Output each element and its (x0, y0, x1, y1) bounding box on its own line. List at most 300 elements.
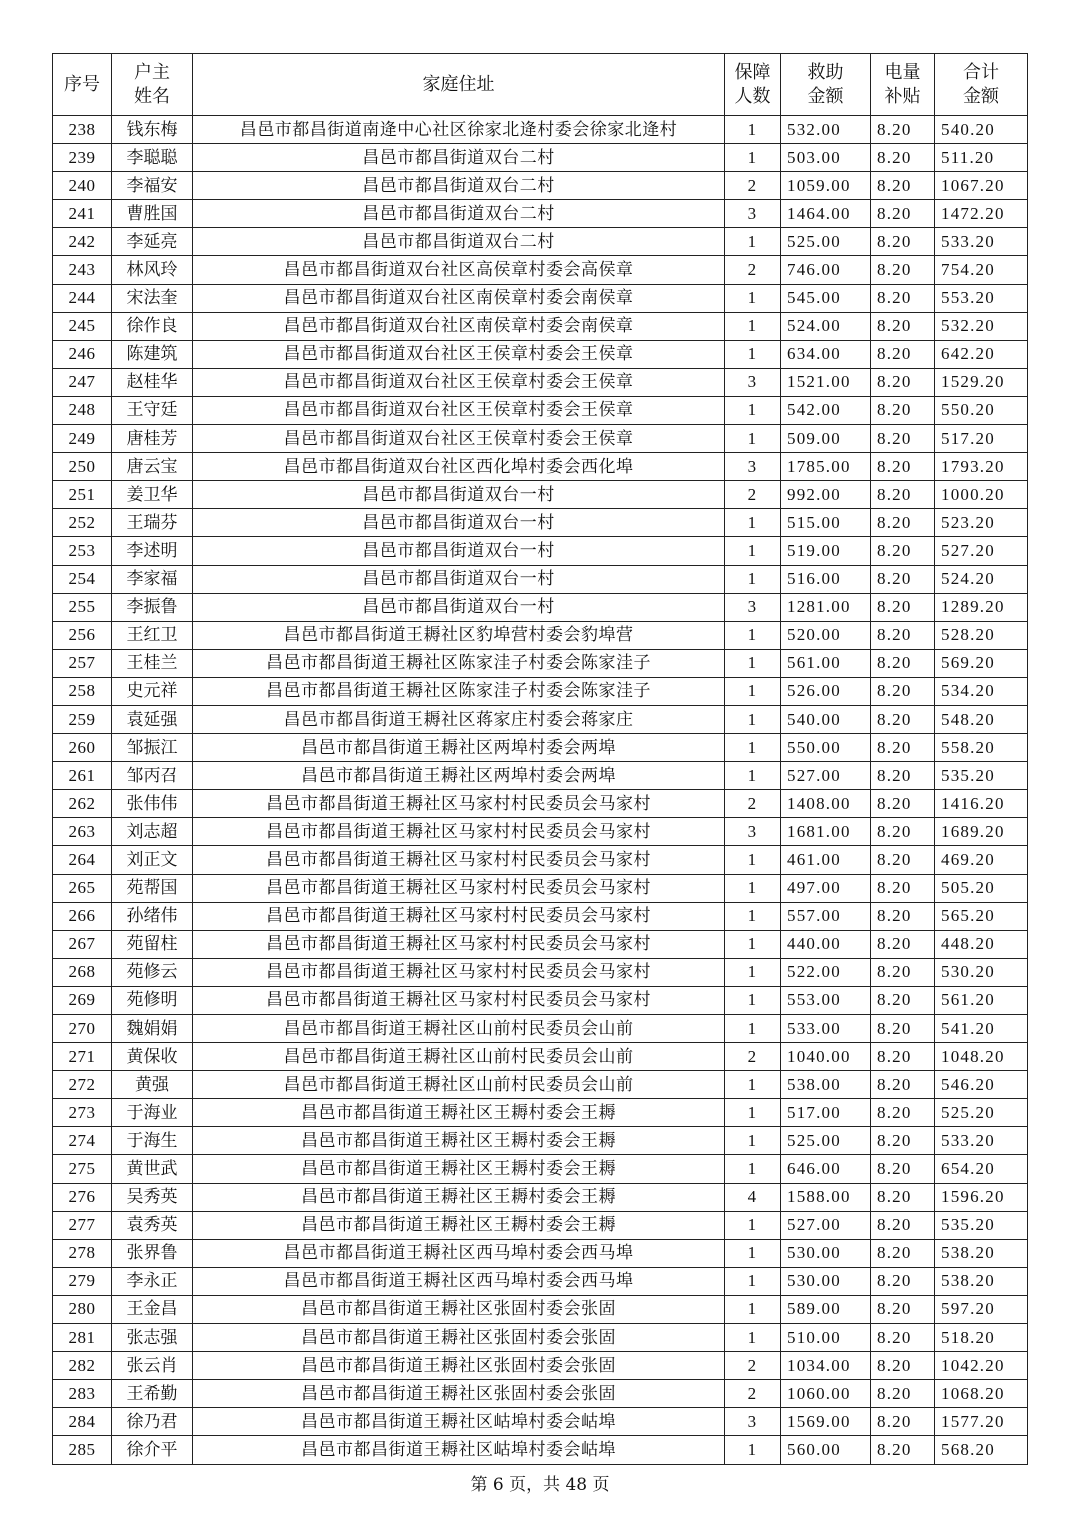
cell-address: 昌邑市都昌街道双台二村 (193, 228, 725, 256)
cell-index: 245 (53, 312, 112, 340)
cell-householder-name: 张伟伟 (112, 790, 193, 818)
cell-persons: 1 (725, 1239, 781, 1267)
header-name-line2: 姓名 (134, 85, 170, 107)
cell-persons: 1 (725, 537, 781, 565)
cell-electricity-subsidy: 8.20 (871, 509, 935, 537)
table-row (53, 1408, 1028, 1436)
cell-householder-name: 苑留柱 (112, 930, 193, 958)
cell-address: 昌邑市都昌街道王耨社区王耨村委会王耨 (193, 1211, 725, 1239)
cell-total-amount: 568.20 (935, 1436, 1028, 1464)
table-row (53, 1267, 1028, 1295)
cell-aid-amount: 589.00 (781, 1295, 871, 1323)
cell-total-amount: 558.20 (935, 734, 1028, 762)
cell-index: 271 (53, 1043, 112, 1071)
cell-persons: 3 (725, 818, 781, 846)
table-row (53, 734, 1028, 762)
cell-total-amount: 597.20 (935, 1295, 1028, 1323)
cell-total-amount: 1067.20 (935, 172, 1028, 200)
cell-persons: 1 (725, 846, 781, 874)
cell-address: 昌邑市都昌街道王耨社区豹埠营村委会豹埠营 (193, 621, 725, 649)
cell-address: 昌邑市都昌街道王耨社区张固村委会张固 (193, 1352, 725, 1380)
cell-address: 昌邑市都昌街道王耨社区山前村民委员会山前 (193, 1043, 725, 1071)
table-row (53, 453, 1028, 481)
cell-index: 252 (53, 509, 112, 537)
cell-electricity-subsidy: 8.20 (871, 340, 935, 368)
cell-total-amount: 469.20 (935, 846, 1028, 874)
cell-index: 285 (53, 1436, 112, 1464)
cell-index: 279 (53, 1267, 112, 1295)
cell-aid-amount: 509.00 (781, 425, 871, 453)
header-elec-line2: 补贴 (884, 85, 921, 107)
cell-persons: 2 (725, 256, 781, 284)
cell-total-amount: 540.20 (935, 116, 1028, 144)
cell-address: 昌邑市都昌街道南逄中心社区徐家北逄村委会徐家北逄村 (193, 116, 725, 144)
cell-persons: 1 (725, 986, 781, 1014)
cell-index: 265 (53, 874, 112, 902)
cell-persons: 3 (725, 593, 781, 621)
cell-electricity-subsidy: 8.20 (871, 116, 935, 144)
cell-address: 昌邑市都昌街道王耨社区王耨村委会王耨 (193, 1099, 725, 1127)
cell-address: 昌邑市都昌街道王耨社区两埠村委会两埠 (193, 762, 725, 790)
cell-persons: 1 (725, 1127, 781, 1155)
table-row (53, 902, 1028, 930)
cell-electricity-subsidy: 8.20 (871, 256, 935, 284)
cell-persons: 1 (725, 312, 781, 340)
header-persons (725, 54, 781, 116)
cell-persons: 1 (725, 1324, 781, 1352)
table-row (53, 1155, 1028, 1183)
cell-electricity-subsidy: 8.20 (871, 1015, 935, 1043)
cell-index: 256 (53, 621, 112, 649)
cell-householder-name: 钱东梅 (112, 116, 193, 144)
cell-persons: 1 (725, 930, 781, 958)
cell-address: 昌邑市都昌街道王耨社区王耨村委会王耨 (193, 1183, 725, 1211)
cell-electricity-subsidy: 8.20 (871, 846, 935, 874)
table-row (53, 537, 1028, 565)
cell-electricity-subsidy: 8.20 (871, 593, 935, 621)
cell-total-amount: 534.20 (935, 677, 1028, 705)
cell-index: 281 (53, 1324, 112, 1352)
cell-electricity-subsidy: 8.20 (871, 621, 935, 649)
cell-aid-amount: 1281.00 (781, 593, 871, 621)
cell-index: 269 (53, 986, 112, 1014)
cell-index: 276 (53, 1183, 112, 1211)
cell-persons: 3 (725, 1408, 781, 1436)
cell-householder-name: 王希勤 (112, 1380, 193, 1408)
cell-address: 昌邑市都昌街道双台二村 (193, 144, 725, 172)
cell-householder-name: 陈建筑 (112, 340, 193, 368)
cell-address: 昌邑市都昌街道双台一村 (193, 481, 725, 509)
table-row (53, 1099, 1028, 1127)
cell-aid-amount: 550.00 (781, 734, 871, 762)
cell-electricity-subsidy: 8.20 (871, 649, 935, 677)
cell-total-amount: 525.20 (935, 1099, 1028, 1127)
cell-index: 248 (53, 396, 112, 424)
table-body (53, 116, 1028, 1465)
cell-address: 昌邑市都昌街道王耨社区两埠村委会两埠 (193, 734, 725, 762)
cell-electricity-subsidy: 8.20 (871, 144, 935, 172)
cell-total-amount: 528.20 (935, 621, 1028, 649)
cell-electricity-subsidy: 8.20 (871, 284, 935, 312)
cell-householder-name: 徐作良 (112, 312, 193, 340)
cell-householder-name: 邹振江 (112, 734, 193, 762)
table-row (53, 565, 1028, 593)
cell-aid-amount: 560.00 (781, 1436, 871, 1464)
cell-index: 273 (53, 1099, 112, 1127)
cell-aid-amount: 557.00 (781, 902, 871, 930)
header-total-line2: 金额 (963, 85, 999, 107)
table-row (53, 958, 1028, 986)
cell-aid-amount: 515.00 (781, 509, 871, 537)
cell-householder-name: 刘志超 (112, 818, 193, 846)
cell-householder-name: 袁延强 (112, 705, 193, 733)
cell-persons: 1 (725, 705, 781, 733)
cell-address: 昌邑市都昌街道王耨社区岵埠村委会岵埠 (193, 1436, 725, 1464)
cell-householder-name: 张界鲁 (112, 1239, 193, 1267)
cell-address: 昌邑市都昌街道王耨社区张固村委会张固 (193, 1380, 725, 1408)
cell-address: 昌邑市都昌街道双台二村 (193, 172, 725, 200)
cell-index: 257 (53, 649, 112, 677)
cell-address: 昌邑市都昌街道王耨社区西马埠村委会西马埠 (193, 1267, 725, 1295)
cell-electricity-subsidy: 8.20 (871, 902, 935, 930)
cell-persons: 2 (725, 1352, 781, 1380)
table-row (53, 284, 1028, 312)
header-aid-amount (781, 54, 871, 116)
cell-total-amount: 533.20 (935, 1127, 1028, 1155)
cell-persons: 1 (725, 649, 781, 677)
cell-householder-name: 李延亮 (112, 228, 193, 256)
cell-address: 昌邑市都昌街道王耨社区马家村村民委员会马家村 (193, 930, 725, 958)
cell-total-amount: 1042.20 (935, 1352, 1028, 1380)
cell-electricity-subsidy: 8.20 (871, 453, 935, 481)
header-persons-line1: 保障 (734, 61, 771, 83)
cell-aid-amount: 1034.00 (781, 1352, 871, 1380)
cell-electricity-subsidy: 8.20 (871, 1155, 935, 1183)
table-row (53, 705, 1028, 733)
cell-householder-name: 王瑞芬 (112, 509, 193, 537)
cell-aid-amount: 527.00 (781, 1211, 871, 1239)
cell-total-amount: 569.20 (935, 649, 1028, 677)
cell-total-amount: 553.20 (935, 284, 1028, 312)
cell-persons: 1 (725, 677, 781, 705)
header-electricity-subsidy (871, 54, 935, 116)
cell-persons: 2 (725, 1043, 781, 1071)
cell-aid-amount: 510.00 (781, 1324, 871, 1352)
cell-aid-amount: 520.00 (781, 621, 871, 649)
cell-aid-amount: 561.00 (781, 649, 871, 677)
cell-index: 277 (53, 1211, 112, 1239)
cell-aid-amount: 519.00 (781, 537, 871, 565)
cell-index: 283 (53, 1380, 112, 1408)
cell-aid-amount: 746.00 (781, 256, 871, 284)
cell-aid-amount: 530.00 (781, 1239, 871, 1267)
cell-total-amount: 538.20 (935, 1239, 1028, 1267)
cell-index: 246 (53, 340, 112, 368)
cell-index: 259 (53, 705, 112, 733)
table-row (53, 1239, 1028, 1267)
cell-householder-name: 王红卫 (112, 621, 193, 649)
cell-address: 昌邑市都昌街道双台社区王侯章村委会王侯章 (193, 340, 725, 368)
cell-electricity-subsidy: 8.20 (871, 874, 935, 902)
cell-aid-amount: 540.00 (781, 705, 871, 733)
cell-total-amount: 754.20 (935, 256, 1028, 284)
cell-electricity-subsidy: 8.20 (871, 565, 935, 593)
table-row (53, 677, 1028, 705)
table-header-row (53, 54, 1028, 116)
cell-persons: 2 (725, 1380, 781, 1408)
table-row (53, 1295, 1028, 1323)
cell-electricity-subsidy: 8.20 (871, 818, 935, 846)
cell-householder-name: 李家福 (112, 565, 193, 593)
table-row (53, 509, 1028, 537)
cell-aid-amount: 525.00 (781, 228, 871, 256)
cell-address: 昌邑市都昌街道王耨社区张固村委会张固 (193, 1295, 725, 1323)
header-address-label: 家庭住址 (422, 73, 495, 95)
cell-electricity-subsidy: 8.20 (871, 312, 935, 340)
cell-address: 昌邑市都昌街道王耨社区马家村村民委员会马家村 (193, 874, 725, 902)
table-row (53, 593, 1028, 621)
cell-householder-name: 李振鲁 (112, 593, 193, 621)
table-row (53, 1183, 1028, 1211)
cell-persons: 1 (725, 1015, 781, 1043)
cell-householder-name: 李述明 (112, 537, 193, 565)
cell-aid-amount: 461.00 (781, 846, 871, 874)
cell-householder-name: 孙绪伟 (112, 902, 193, 930)
cell-total-amount: 530.20 (935, 958, 1028, 986)
table-row (53, 1043, 1028, 1071)
cell-index: 272 (53, 1071, 112, 1099)
table-row (53, 116, 1028, 144)
table-row (53, 621, 1028, 649)
cell-householder-name: 刘正文 (112, 846, 193, 874)
cell-electricity-subsidy: 8.20 (871, 1183, 935, 1211)
cell-aid-amount: 545.00 (781, 284, 871, 312)
cell-address: 昌邑市都昌街道王耨社区马家村村民委员会马家村 (193, 902, 725, 930)
cell-persons: 4 (725, 1183, 781, 1211)
cell-persons: 1 (725, 1295, 781, 1323)
header-aid-line2: 金额 (807, 85, 844, 107)
cell-index: 266 (53, 902, 112, 930)
table-row (53, 172, 1028, 200)
cell-aid-amount: 517.00 (781, 1099, 871, 1127)
cell-aid-amount: 527.00 (781, 762, 871, 790)
table-row (53, 312, 1028, 340)
cell-aid-amount: 526.00 (781, 677, 871, 705)
cell-total-amount: 1596.20 (935, 1183, 1028, 1211)
cell-address: 昌邑市都昌街道王耨社区陈家洼子村委会陈家洼子 (193, 649, 725, 677)
cell-aid-amount: 542.00 (781, 396, 871, 424)
cell-total-amount: 511.20 (935, 144, 1028, 172)
cell-persons: 1 (725, 1436, 781, 1464)
cell-total-amount: 1793.20 (935, 453, 1028, 481)
cell-index: 238 (53, 116, 112, 144)
cell-householder-name: 苑修明 (112, 986, 193, 1014)
cell-persons: 1 (725, 228, 781, 256)
cell-householder-name: 张云肖 (112, 1352, 193, 1380)
table-row (53, 481, 1028, 509)
cell-householder-name: 魏娟娟 (112, 1015, 193, 1043)
cell-aid-amount: 1681.00 (781, 818, 871, 846)
cell-aid-amount: 634.00 (781, 340, 871, 368)
table-row (53, 1324, 1028, 1352)
cell-householder-name: 苑帮国 (112, 874, 193, 902)
cell-address: 昌邑市都昌街道双台社区西化埠村委会西化埠 (193, 453, 725, 481)
cell-aid-amount: 497.00 (781, 874, 871, 902)
cell-electricity-subsidy: 8.20 (871, 958, 935, 986)
cell-total-amount: 548.20 (935, 705, 1028, 733)
cell-electricity-subsidy: 8.20 (871, 1295, 935, 1323)
cell-persons: 1 (725, 1267, 781, 1295)
cell-householder-name: 李聪聪 (112, 144, 193, 172)
cell-persons: 1 (725, 340, 781, 368)
cell-aid-amount: 538.00 (781, 1071, 871, 1099)
cell-householder-name: 李福安 (112, 172, 193, 200)
cell-householder-name: 赵桂华 (112, 368, 193, 396)
cell-index: 254 (53, 565, 112, 593)
cell-electricity-subsidy: 8.20 (871, 1352, 935, 1380)
cell-electricity-subsidy: 8.20 (871, 368, 935, 396)
cell-persons: 3 (725, 453, 781, 481)
cell-householder-name: 徐介平 (112, 1436, 193, 1464)
cell-persons: 1 (725, 1071, 781, 1099)
cell-address: 昌邑市都昌街道王耨社区岵埠村委会岵埠 (193, 1408, 725, 1436)
cell-householder-name: 姜卫华 (112, 481, 193, 509)
cell-index: 260 (53, 734, 112, 762)
cell-aid-amount: 525.00 (781, 1127, 871, 1155)
cell-householder-name: 邹丙召 (112, 762, 193, 790)
cell-index: 255 (53, 593, 112, 621)
page-number: 第 6 页，共 48 页 (470, 1475, 610, 1495)
table-row (53, 790, 1028, 818)
cell-total-amount: 1289.20 (935, 593, 1028, 621)
cell-total-amount: 518.20 (935, 1324, 1028, 1352)
cell-index: 282 (53, 1352, 112, 1380)
header-aid-line1: 救助 (807, 61, 844, 83)
cell-index: 267 (53, 930, 112, 958)
cell-address: 昌邑市都昌街道双台社区王侯章村委会王侯章 (193, 425, 725, 453)
table-row (53, 930, 1028, 958)
cell-householder-name: 林风玲 (112, 256, 193, 284)
cell-electricity-subsidy: 8.20 (871, 1239, 935, 1267)
cell-persons: 1 (725, 874, 781, 902)
cell-total-amount: 561.20 (935, 986, 1028, 1014)
header-index-label: 序号 (64, 73, 100, 95)
cell-total-amount: 1048.20 (935, 1043, 1028, 1071)
cell-index: 242 (53, 228, 112, 256)
cell-householder-name: 徐乃君 (112, 1408, 193, 1436)
cell-aid-amount: 553.00 (781, 986, 871, 1014)
cell-total-amount: 448.20 (935, 930, 1028, 958)
cell-householder-name: 唐云宝 (112, 453, 193, 481)
cell-index: 270 (53, 1015, 112, 1043)
cell-address: 昌邑市都昌街道王耨社区马家村村民委员会马家村 (193, 790, 725, 818)
cell-total-amount: 523.20 (935, 509, 1028, 537)
cell-address: 昌邑市都昌街道王耨社区马家村村民委员会马家村 (193, 958, 725, 986)
cell-electricity-subsidy: 8.20 (871, 200, 935, 228)
table-row (53, 986, 1028, 1014)
cell-address: 昌邑市都昌街道王耨社区马家村村民委员会马家村 (193, 846, 725, 874)
header-name-line1: 户主 (134, 61, 170, 83)
cell-index: 263 (53, 818, 112, 846)
cell-aid-amount: 1588.00 (781, 1183, 871, 1211)
table-row (53, 1436, 1028, 1464)
cell-householder-name: 黄世武 (112, 1155, 193, 1183)
cell-householder-name: 史元祥 (112, 677, 193, 705)
cell-aid-amount: 530.00 (781, 1267, 871, 1295)
cell-persons: 1 (725, 509, 781, 537)
table-row (53, 649, 1028, 677)
table-row (53, 846, 1028, 874)
cell-index: 275 (53, 1155, 112, 1183)
table-row (53, 762, 1028, 790)
cell-aid-amount: 1059.00 (781, 172, 871, 200)
cell-aid-amount: 503.00 (781, 144, 871, 172)
cell-index: 261 (53, 762, 112, 790)
cell-electricity-subsidy: 8.20 (871, 172, 935, 200)
cell-aid-amount: 522.00 (781, 958, 871, 986)
cell-address: 昌邑市都昌街道双台社区南侯章村委会南侯章 (193, 312, 725, 340)
cell-total-amount: 533.20 (935, 228, 1028, 256)
table-row (53, 144, 1028, 172)
cell-index: 262 (53, 790, 112, 818)
cell-index: 244 (53, 284, 112, 312)
table-row (53, 1352, 1028, 1380)
cell-householder-name: 黄强 (112, 1071, 193, 1099)
table-row (53, 818, 1028, 846)
cell-persons: 1 (725, 902, 781, 930)
cell-total-amount: 1416.20 (935, 790, 1028, 818)
table-row (53, 228, 1028, 256)
table-row (53, 256, 1028, 284)
cell-persons: 1 (725, 396, 781, 424)
cell-index: 250 (53, 453, 112, 481)
cell-total-amount: 505.20 (935, 874, 1028, 902)
cell-electricity-subsidy: 8.20 (871, 1408, 935, 1436)
cell-aid-amount: 516.00 (781, 565, 871, 593)
cell-persons: 2 (725, 481, 781, 509)
cell-persons: 1 (725, 1155, 781, 1183)
cell-persons: 3 (725, 200, 781, 228)
cell-index: 241 (53, 200, 112, 228)
cell-address: 昌邑市都昌街道王耨社区马家村村民委员会马家村 (193, 986, 725, 1014)
cell-index: 258 (53, 677, 112, 705)
cell-electricity-subsidy: 8.20 (871, 1267, 935, 1295)
cell-aid-amount: 1464.00 (781, 200, 871, 228)
cell-persons: 2 (725, 172, 781, 200)
relief-table (52, 53, 1028, 1465)
cell-address: 昌邑市都昌街道双台一村 (193, 593, 725, 621)
table-row (53, 368, 1028, 396)
cell-electricity-subsidy: 8.20 (871, 425, 935, 453)
cell-persons: 1 (725, 1211, 781, 1239)
header-index (53, 54, 112, 116)
cell-address: 昌邑市都昌街道双台一村 (193, 565, 725, 593)
cell-householder-name: 王守廷 (112, 396, 193, 424)
header-address (193, 54, 725, 116)
cell-address: 昌邑市都昌街道双台一村 (193, 537, 725, 565)
cell-index: 280 (53, 1295, 112, 1323)
cell-persons: 1 (725, 762, 781, 790)
cell-total-amount: 527.20 (935, 537, 1028, 565)
cell-electricity-subsidy: 8.20 (871, 1380, 935, 1408)
cell-electricity-subsidy: 8.20 (871, 481, 935, 509)
cell-address: 昌邑市都昌街道双台社区高侯章村委会高侯章 (193, 256, 725, 284)
cell-address: 昌邑市都昌街道王耨社区陈家洼子村委会陈家洼子 (193, 677, 725, 705)
cell-persons: 3 (725, 368, 781, 396)
cell-electricity-subsidy: 8.20 (871, 734, 935, 762)
cell-address: 昌邑市都昌街道王耨社区西马埠村委会西马埠 (193, 1239, 725, 1267)
cell-index: 253 (53, 537, 112, 565)
